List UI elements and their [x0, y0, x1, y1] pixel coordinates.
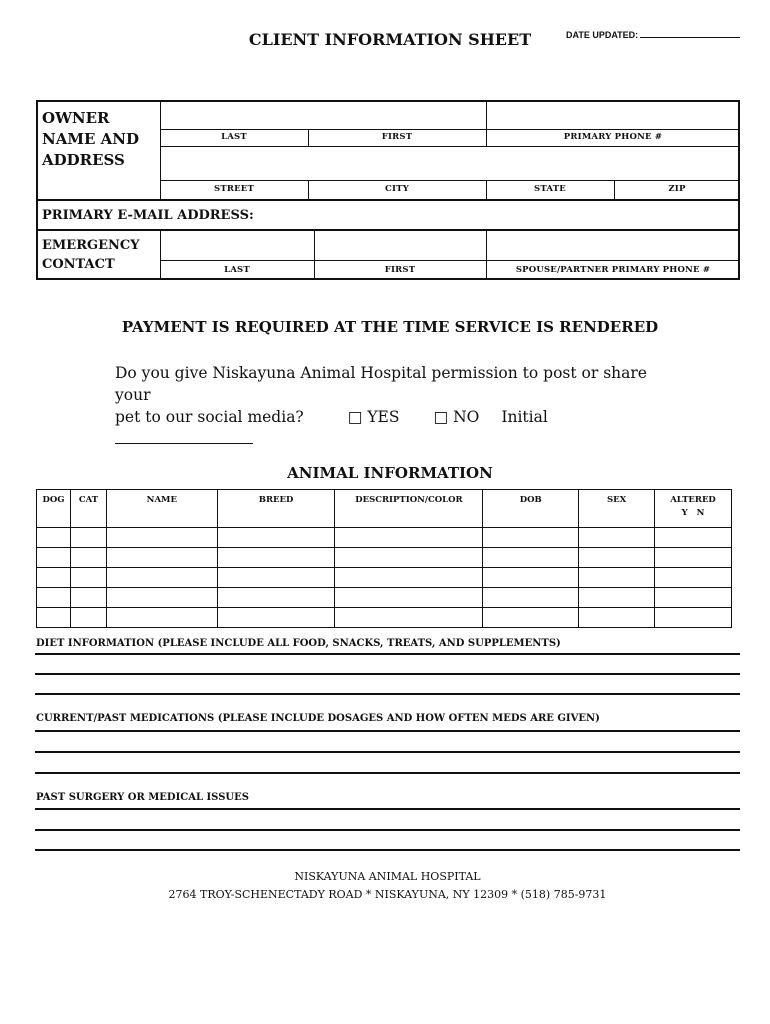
medications-line-1[interactable]	[35, 730, 740, 732]
date-updated-line[interactable]	[640, 31, 740, 38]
owner-label-line: OWNER	[42, 109, 110, 127]
emergency-phone-label: SPOUSE/PARTNER PRIMARY PHONE #	[515, 265, 711, 275]
table-cell[interactable]	[70, 588, 106, 608]
social-media-question	[115, 362, 675, 450]
col-sex: SEX	[579, 490, 655, 528]
table-cell[interactable]	[483, 548, 579, 568]
table-row	[37, 588, 732, 608]
table-cell[interactable]	[217, 548, 335, 568]
email-input[interactable]	[238, 201, 738, 228]
owner-label-line: NAME AND	[42, 130, 139, 148]
emergency-label	[42, 236, 140, 274]
date-updated-field[interactable]	[566, 30, 740, 40]
table-cell[interactable]	[579, 548, 655, 568]
col-altered	[655, 490, 732, 528]
table-row	[37, 608, 732, 628]
emergency-phone-input[interactable]	[487, 231, 740, 260]
table-row	[37, 528, 732, 548]
medications-line-2[interactable]	[35, 751, 740, 753]
table-cell[interactable]	[106, 588, 217, 608]
initial-input[interactable]	[115, 429, 253, 444]
no-checkbox[interactable]: □ NO	[433, 408, 480, 426]
table-cell[interactable]	[335, 608, 483, 628]
diet-line-2[interactable]	[35, 673, 740, 675]
owner-name-input[interactable]	[161, 102, 486, 129]
col-dob: DOB	[483, 490, 579, 528]
payment-notice: PAYMENT IS REQUIRED AT THE TIME SERVICE IS RENDERED	[121, 318, 659, 336]
table-header-row	[37, 490, 732, 528]
table-cell[interactable]	[37, 568, 71, 588]
first-label: FIRST	[381, 132, 413, 142]
table-cell[interactable]	[483, 588, 579, 608]
col-name: NAME	[106, 490, 217, 528]
table-cell[interactable]	[217, 608, 335, 628]
table-cell[interactable]	[217, 588, 335, 608]
table-row	[37, 548, 732, 568]
emergency-last-input[interactable]	[161, 231, 314, 260]
question-line-2	[115, 406, 675, 450]
table-cell[interactable]	[106, 608, 217, 628]
hospital-address: 2764 TROY-SCHENECTADY ROAD * NISKAYUNA, NY 12309 * (518) 785-9731	[168, 888, 607, 901]
table-cell[interactable]	[655, 568, 732, 588]
table-cell[interactable]	[483, 528, 579, 548]
table-cell[interactable]	[579, 608, 655, 628]
table-cell[interactable]	[70, 568, 106, 588]
table-cell[interactable]	[37, 528, 71, 548]
diet-line-3[interactable]	[35, 693, 740, 695]
divider	[160, 260, 740, 261]
table-cell[interactable]	[106, 568, 217, 588]
table-cell[interactable]	[37, 548, 71, 568]
table-cell[interactable]	[37, 608, 71, 628]
table-cell[interactable]	[335, 568, 483, 588]
table-row	[37, 568, 732, 588]
table-cell[interactable]	[483, 568, 579, 588]
yes-checkbox[interactable]: □ YES	[347, 408, 400, 426]
altered-label: ALTERED	[670, 495, 716, 505]
date-updated-label: DATE UPDATED:	[566, 30, 639, 40]
col-dog: DOG	[37, 490, 71, 528]
table-cell[interactable]	[655, 528, 732, 548]
question-line-1: Do you give Niskayuna Animal Hospital permission to post or share your	[115, 364, 647, 404]
table-cell[interactable]	[217, 568, 335, 588]
table-cell[interactable]	[655, 548, 732, 568]
table-cell[interactable]	[483, 608, 579, 628]
table-cell[interactable]	[655, 608, 732, 628]
street-label: STREET	[213, 184, 254, 194]
col-cat: CAT	[70, 490, 106, 528]
animal-table	[36, 489, 732, 628]
hospital-name: NISKAYUNA ANIMAL HOSPITAL	[294, 870, 481, 883]
question-text: pet to our social media?	[115, 408, 304, 426]
email-label: PRIMARY E-MAIL ADDRESS:	[42, 208, 254, 223]
zip-label: ZIP	[668, 184, 686, 194]
primary-phone-label: PRIMARY PHONE #	[563, 132, 663, 142]
surgery-line-2[interactable]	[35, 829, 740, 831]
table-cell[interactable]	[579, 568, 655, 588]
emergency-label-line: CONTACT	[42, 257, 115, 272]
surgery-line-1[interactable]	[35, 808, 740, 810]
emergency-first-input[interactable]	[315, 231, 486, 260]
page-title: CLIENT INFORMATION SHEET	[248, 30, 532, 49]
table-cell[interactable]	[335, 548, 483, 568]
diet-line-1[interactable]	[35, 653, 740, 655]
diet-label: DIET INFORMATION (PLEASE INCLUDE ALL FOOD, SNACKS, TREATS, AND SUPPLEMENTS)	[36, 638, 561, 649]
altered-yn: Y N	[681, 508, 705, 518]
col-description: DESCRIPTION/COLOR	[335, 490, 483, 528]
table-cell[interactable]	[106, 548, 217, 568]
table-cell[interactable]	[579, 588, 655, 608]
owner-label-line: ADDRESS	[42, 151, 125, 169]
table-cell[interactable]	[70, 528, 106, 548]
last-label: LAST	[221, 132, 247, 142]
state-label: STATE	[534, 184, 566, 194]
surgery-label: PAST SURGERY OR MEDICAL ISSUES	[36, 792, 249, 803]
owner-info-box	[36, 100, 740, 280]
table-cell[interactable]	[37, 588, 71, 608]
table-cell[interactable]	[655, 588, 732, 608]
animal-info-title: ANIMAL INFORMATION	[287, 464, 493, 482]
col-breed: BREED	[217, 490, 335, 528]
initial-label: Initial	[501, 408, 548, 426]
table-cell[interactable]	[70, 548, 106, 568]
surgery-line-3[interactable]	[35, 849, 740, 851]
table-cell[interactable]	[579, 528, 655, 548]
table-cell[interactable]	[70, 608, 106, 628]
table-cell[interactable]	[217, 528, 335, 548]
medications-line-3[interactable]	[35, 772, 740, 774]
medications-label: CURRENT/PAST MEDICATIONS (PLEASE INCLUDE DOSAGES AND HOW OFTEN MEDS ARE GIVEN)	[36, 713, 600, 724]
table-cell[interactable]	[106, 528, 217, 548]
divider	[160, 129, 740, 130]
emergency-last-label: LAST	[224, 265, 250, 275]
table-cell[interactable]	[335, 588, 483, 608]
footer	[0, 868, 770, 904]
owner-address-input[interactable]	[161, 147, 740, 180]
owner-phone-input[interactable]	[487, 102, 740, 129]
divider	[160, 180, 740, 181]
owner-label	[42, 108, 139, 171]
table-cell[interactable]	[335, 528, 483, 548]
emergency-first-label: FIRST	[384, 265, 416, 275]
emergency-label-line: EMERGENCY	[42, 238, 140, 253]
city-label: CITY	[385, 184, 409, 194]
